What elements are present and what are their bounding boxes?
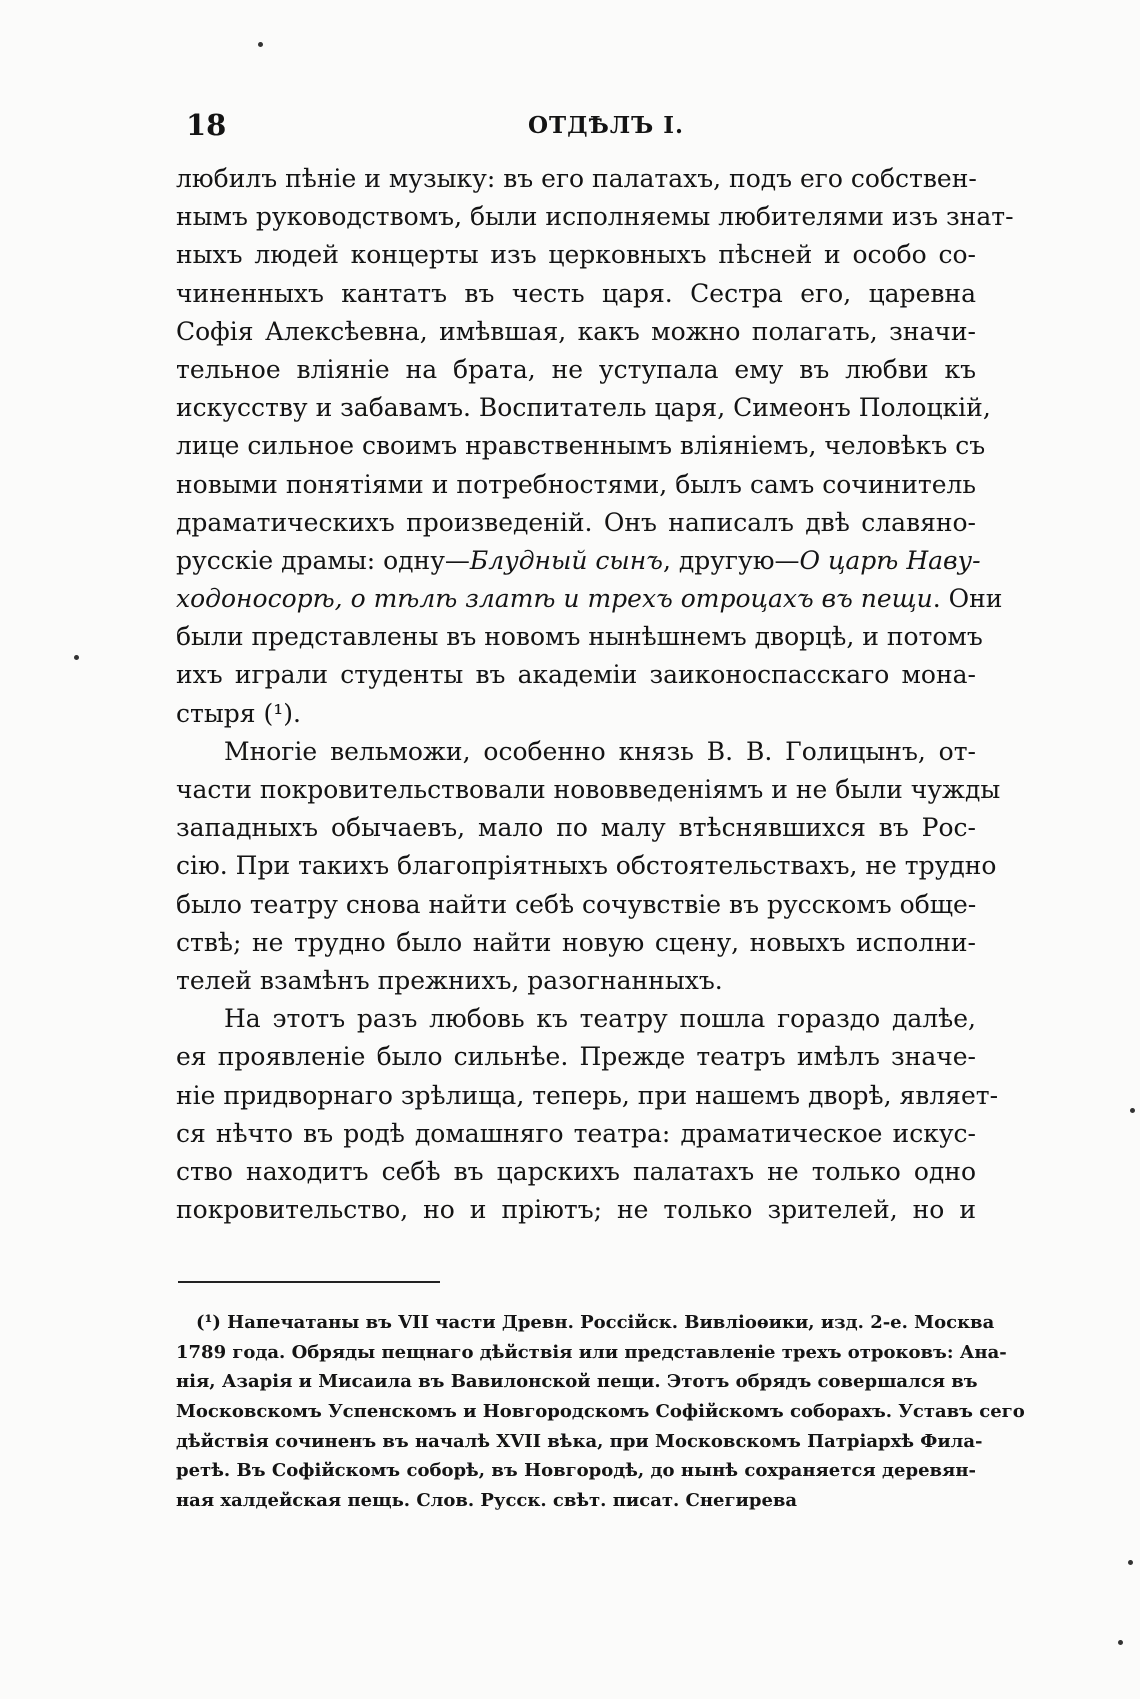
footnote-line: нія, Азарія и Мисаила въ Вавилонской пещи. Этотъ обрядъ совершался въ — [176, 1371, 978, 1393]
text-fragment: , другую— — [662, 545, 800, 575]
drama-title: ходоносорѣ, о тѣлѣ златѣ и трехъ отроцахъ въ пещи — [176, 584, 933, 614]
text-line: ихъ играли студенты въ академіи заиконоспасскаго мона- — [176, 660, 976, 690]
text-line: драматическихъ произведеній. Онъ написалъ двѣ славяно- — [176, 507, 976, 537]
page-number: 18 — [186, 108, 227, 142]
text-line: стыря (¹). — [176, 698, 301, 728]
text-line: искусству и забавамъ. Воспитатель царя, Симеонъ Полоцкій, — [176, 393, 991, 423]
text-line: ствѣ; не трудно было найти новую сцену, новыхъ исполни- — [176, 927, 976, 957]
text-line-with-titles — [176, 542, 981, 580]
text-line: лице сильное своимъ нравственнымъ вліяніемъ, человѣкъ съ — [176, 431, 986, 461]
text-line: ея проявленіе было сильнѣе. Прежде театръ имѣлъ значе- — [176, 1042, 976, 1072]
text-fragment: . Они — [932, 584, 1003, 614]
drama-title: О царѣ Наву- — [799, 545, 981, 575]
text-line: покровительство, но и пріютъ; не только зрителей, но и — [176, 1195, 976, 1225]
text-line: ся нѣчто въ родѣ домашняго театра: драматическое искус- — [176, 1118, 976, 1148]
scan-speck — [1118, 1640, 1123, 1645]
text-line: Софія Алексѣевна, имѣвшая, какъ можно полагать, значи- — [176, 316, 976, 346]
text-line: нымъ руководствомъ, были исполняемы любителями изъ знат- — [176, 202, 1014, 232]
text-line: чиненныхъ кантатъ въ честь царя. Сестра его, царевна — [176, 278, 976, 308]
footnote-line: дѣйствія сочиненъ въ началѣ XVII вѣка, при Московскомъ Патріархѣ Фила- — [176, 1430, 983, 1452]
text-line: было театру снова найти себѣ сочувствіе въ русскомъ обще- — [176, 889, 977, 919]
text-line: сію. При такихъ благопріятныхъ обстоятельствахъ, не трудно — [176, 851, 997, 881]
text-line: части покровительствовали нововведеніямъ и не были чужды — [176, 775, 1001, 804]
text-line: телей взамѣнъ прежнихъ, разогнанныхъ. — [176, 965, 723, 995]
text-line: любилъ пѣніе и музыку: въ его палатахъ, подъ его собствен- — [176, 164, 977, 193]
page-header — [178, 108, 978, 148]
text-line: тельное вліяніе на брата, не уступала ему въ любви къ — [176, 354, 976, 384]
text-fragment: русскіе драмы: одну— — [176, 545, 470, 575]
drama-title: Блудный сынъ — [469, 545, 663, 575]
footnote-line: ная халдейская пещь. Слов. Русск. свѣт. писат. Снегирева — [176, 1490, 798, 1512]
footnote — [176, 1308, 1025, 1516]
scan-speck — [1128, 1560, 1133, 1565]
footnote-line: ретѣ. Въ Софійскомъ соборѣ, въ Новгородѣ, до нынѣ сохраняется деревян- — [176, 1460, 976, 1482]
text-line-with-titles — [176, 580, 1003, 618]
footnote-line: Московскомъ Успенскомъ и Новгородскомъ Софійскомъ соборахъ. Уставъ сего — [176, 1401, 1025, 1423]
scan-speck — [74, 655, 79, 660]
text-line: западныхъ обычаевъ, мало по малу втѣснявшихся въ Рос- — [176, 813, 976, 843]
footnote-line: (¹) Напечатаны въ VII части Древн. Россійск. Вивліоѳики, изд. 2-е. Москва — [196, 1312, 995, 1333]
text-line: новыми понятіями и потребностями, былъ самъ сочинитель — [176, 469, 976, 499]
text-line: На этотъ разъ любовь къ театру пошла гораздо далѣе, — [224, 1004, 976, 1034]
main-text — [176, 160, 1014, 1229]
text-line: Многіе вельможи, особенно князь В. В. Голицынъ, от- — [224, 736, 976, 766]
text-line: ство находитъ себѣ въ царскихъ палатахъ не только одно — [176, 1156, 976, 1186]
section-title: ОТДѢЛЪ I. — [528, 112, 684, 139]
text-line: ныхъ людей концерты изъ церковныхъ пѣсней и особо со- — [176, 240, 976, 270]
text-line: были представлены въ новомъ нынѣшнемъ дворцѣ, и потомъ — [176, 622, 983, 652]
footnote-divider — [178, 1281, 440, 1283]
footnote-line: 1789 года. Обряды пещнаго дѣйствія или представленіе трехъ отроковъ: Ана- — [176, 1341, 1007, 1363]
text-line: ніе придворнаго зрѣлища, теперь, при нашемъ дворѣ, являет- — [176, 1080, 999, 1110]
scan-speck — [1130, 1108, 1135, 1113]
scan-speck — [258, 42, 263, 47]
